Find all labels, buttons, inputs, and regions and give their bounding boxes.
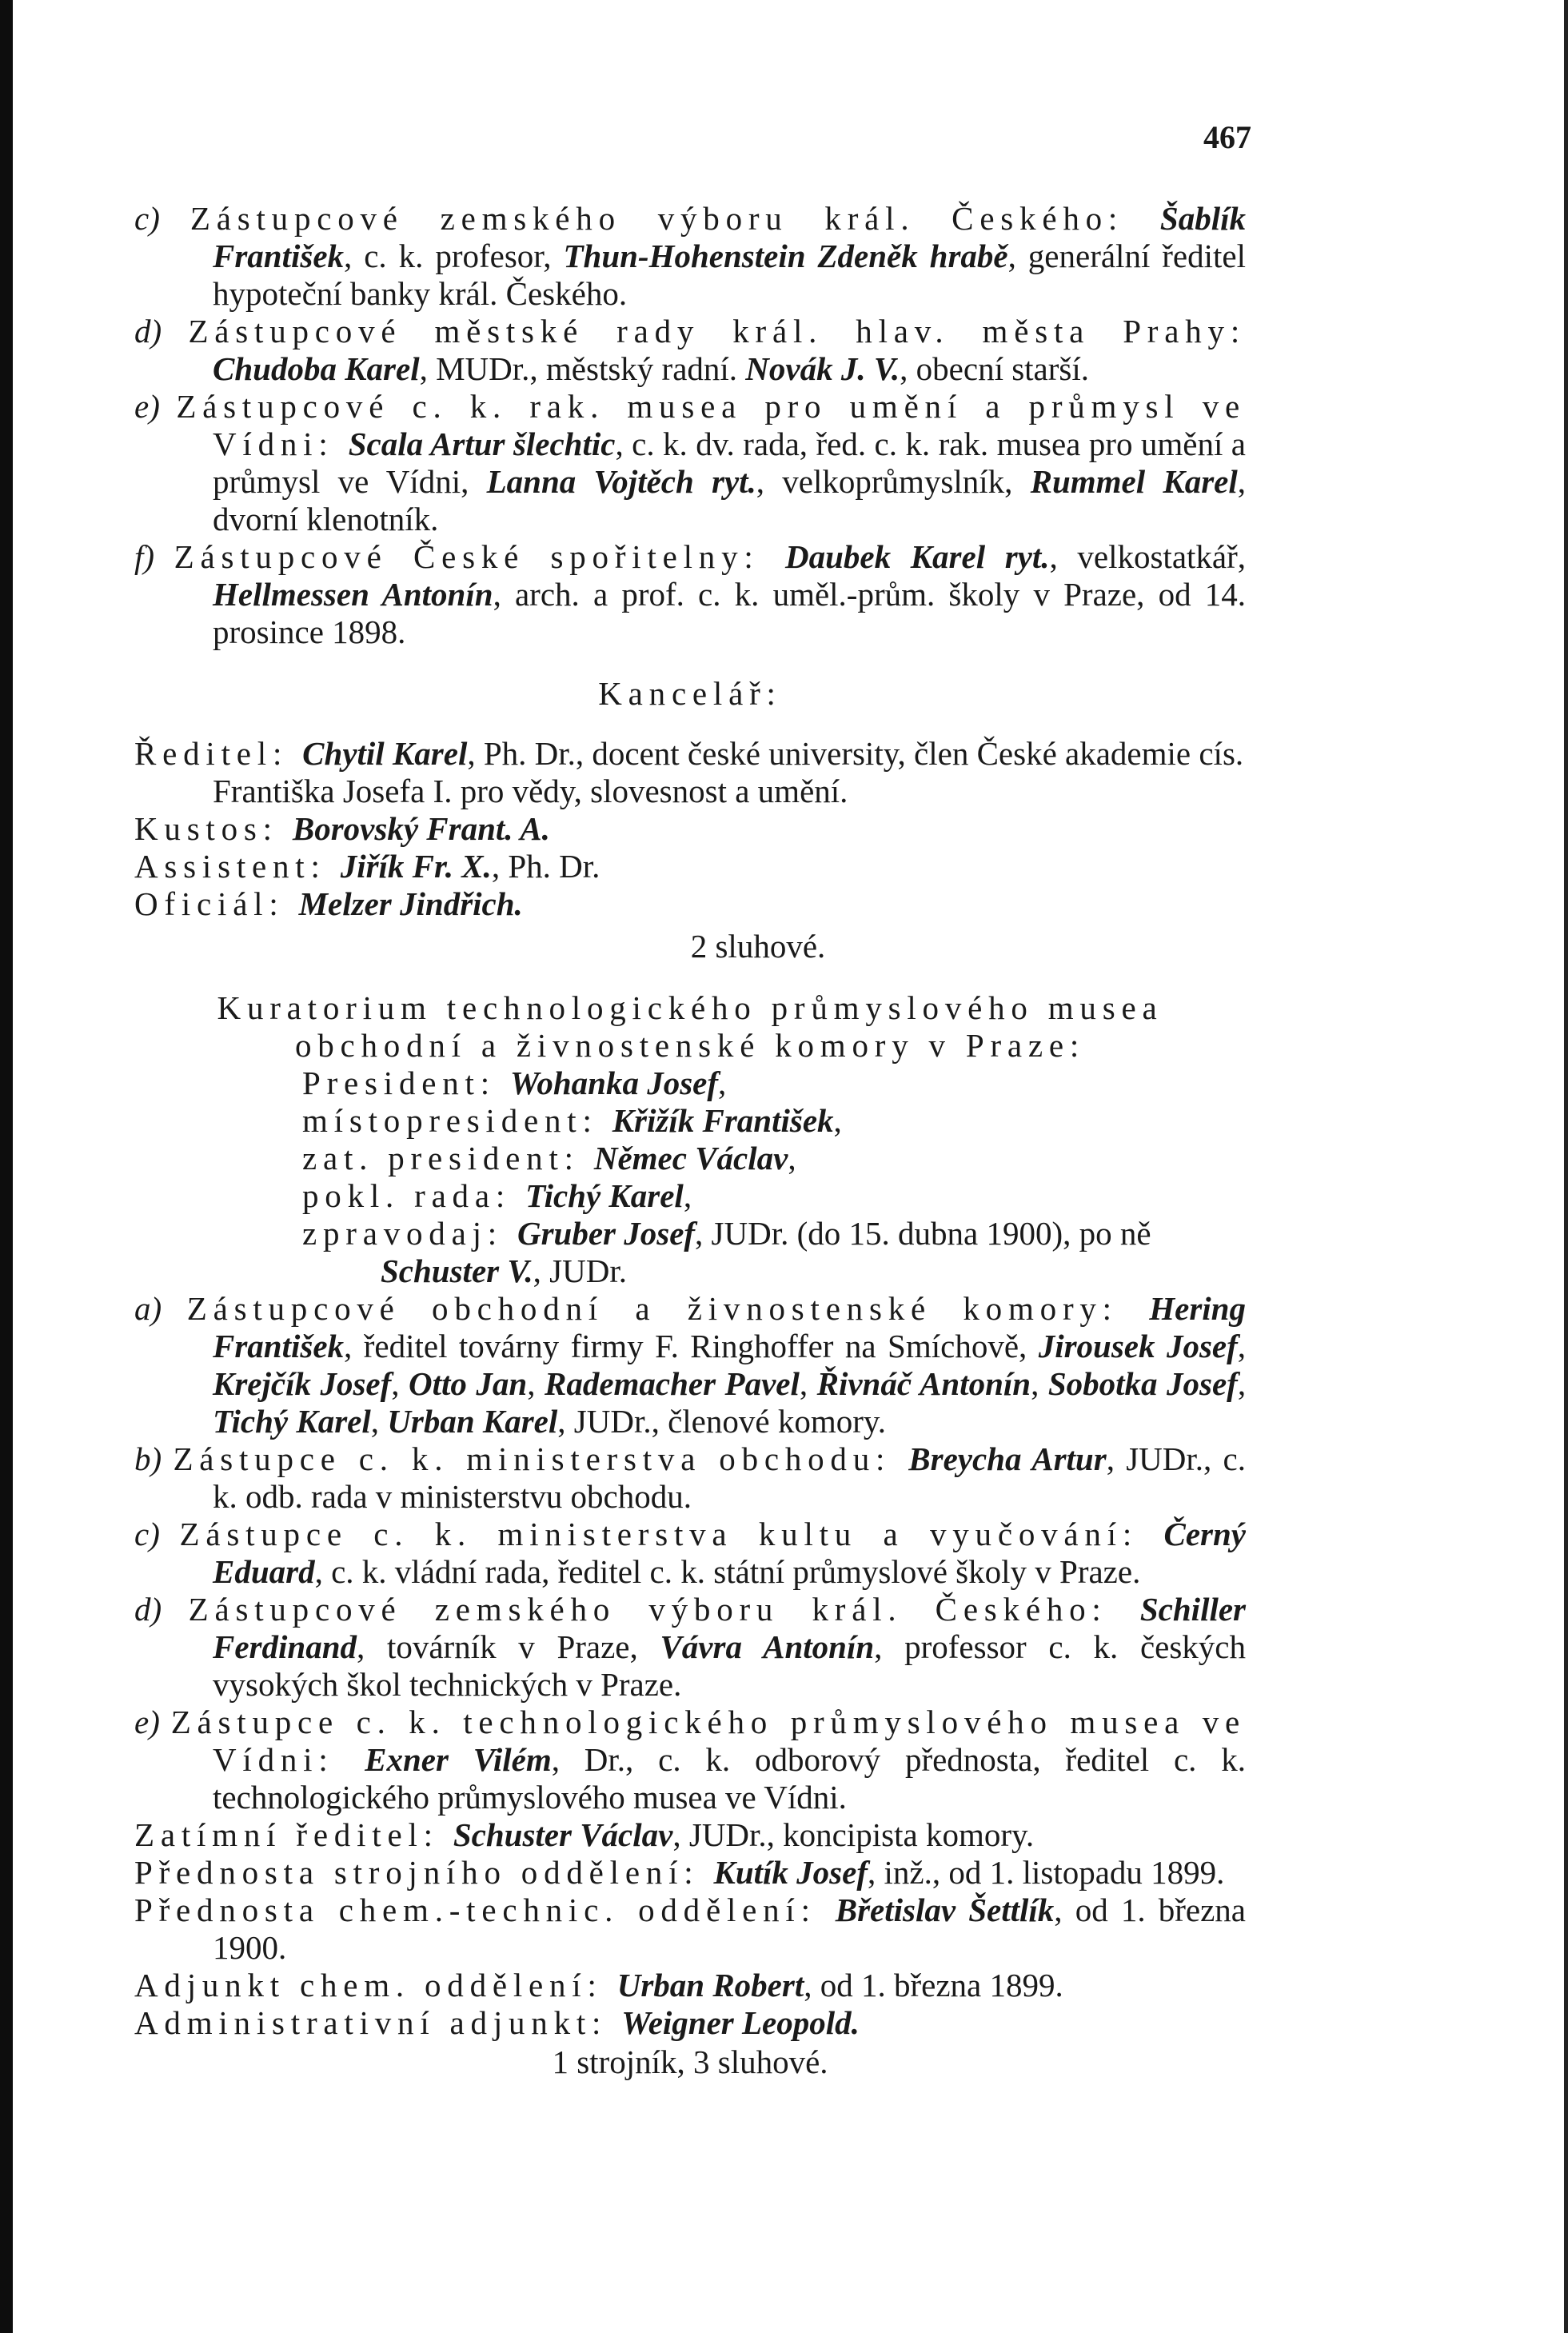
entry-label: Kustos: <box>134 810 293 847</box>
representative-entry <box>134 1440 1246 1516</box>
entry-label: zpravodaj: <box>302 1215 517 1252</box>
staff-row <box>134 810 1246 848</box>
person-name: Hellmessen Antonín <box>213 576 493 613</box>
person-details: , <box>370 1403 388 1440</box>
person-details: , inž., od 1. listopadu 1899. <box>868 1854 1225 1891</box>
page-content <box>134 200 1246 2081</box>
entry-label: zat. president: <box>302 1140 594 1176</box>
person-details: , <box>1031 1365 1048 1402</box>
entry-label: Administrativní adjunkt: <box>134 2004 622 2041</box>
person-details: , <box>391 1365 409 1402</box>
person-details: , generální ředitel hypoteční banky král. Českého. <box>213 238 1246 312</box>
official-row <box>134 1854 1246 1892</box>
entry-label: Zástupcové c. k. rak. musea pro umění a průmysl ve Vídni: <box>176 388 1246 462</box>
person-details: , Dr., c. k. odborový přednosta, ředitel c. k. technologického průmyslového musea ve Vídni. <box>213 1741 1247 1816</box>
kuratorium-heading-line2: obchodní a živnostenské komory v Praze: <box>294 1027 1086 1064</box>
person-details: , velkostatkář, <box>1049 538 1247 575</box>
entry-label: Zástupcové České spořitelny: <box>174 538 785 575</box>
person-name: Sobotka Josef <box>1047 1365 1238 1402</box>
person-name: Jirousek Josef <box>1038 1328 1238 1364</box>
kancelar-servants: 2 sluhové. <box>690 928 826 965</box>
person-details: , JUDr., členové komory. <box>557 1403 886 1440</box>
person-details: , <box>799 1365 817 1402</box>
kuratorium-officers <box>134 1065 1246 1290</box>
entry-label: Zástupce c. k. ministerstva obchodu: <box>173 1440 909 1477</box>
person-details: , <box>527 1365 545 1402</box>
person-name: Borovský Frant. A. <box>292 810 550 847</box>
entry-label: Zástupce c. k. technologického průmyslového musea ve Vídni: <box>170 1704 1246 1778</box>
entry-label: Zástupcové obchodní a živnostenské komory: <box>186 1290 1150 1327</box>
kuratorium-heading-line1: Kuratorium technologického průmyslového musea <box>217 989 1163 1026</box>
person-details: , <box>718 1065 727 1101</box>
person-name: Chytil Karel <box>302 735 468 772</box>
entry-label: Zástupce c. k. ministerstva kultu a vyučování: <box>179 1516 1164 1552</box>
entry-label: Zástupcové zemského výboru král. Českého: <box>188 1591 1140 1628</box>
person-details: , od 1. března 1899. <box>804 1967 1063 2003</box>
entry-letter: d) <box>134 1591 162 1628</box>
person-details: , c. k. dv. rada, řed. c. k. rak. musea pro umění a průmysl ve Vídni, <box>213 425 1246 500</box>
entry-letter: f) <box>134 538 155 575</box>
person-name: Otto Jan <box>409 1365 528 1402</box>
person-name: Schuster Václav <box>453 1816 673 1853</box>
person-details: , JUDr. (do 15. dubna 1900), po ně <box>695 1215 1151 1252</box>
entry-letter: e) <box>134 1704 160 1740</box>
entry-label: Zatímní ředitel: <box>134 1816 453 1853</box>
entry-label: Oficiál: <box>134 885 299 922</box>
person-details: , <box>788 1140 796 1176</box>
representative-entry <box>134 313 1246 388</box>
entry-letter: c) <box>134 200 160 237</box>
official-row <box>134 1816 1246 1854</box>
entry-letter: c) <box>134 1516 160 1552</box>
entry-letter: e) <box>134 388 160 425</box>
officer-row <box>302 1215 1246 1290</box>
museum-officials <box>134 1816 1246 2042</box>
person-name: Jiřík Fr. X. <box>340 848 492 885</box>
person-details: , arch. a prof. c. k. uměl.-prům. školy v Praze, od 14. prosince 1898. <box>213 576 1246 650</box>
person-details: , od 1. března 1900. <box>213 1892 1247 1966</box>
kuratorium-representatives-section <box>134 1290 1246 1816</box>
entry-label: Adjunkt chem. oddělení: <box>134 1967 617 2003</box>
person-name: Rummel Karel <box>1030 463 1238 500</box>
person-name: Schiller Ferdinand <box>213 1591 1247 1665</box>
person-name: Kutík Josef <box>713 1854 868 1891</box>
person-name: Melzer Jindřich. <box>298 885 523 922</box>
kancelar-staff-list <box>134 735 1246 923</box>
person-name: Lanna Vojtěch ryt. <box>486 463 756 500</box>
person-name: Daubek Karel ryt. <box>784 538 1050 575</box>
person-details: , <box>683 1177 692 1214</box>
person-details: , MUDr., městský radní. <box>419 350 746 387</box>
museum-representatives-section <box>134 200 1246 651</box>
entry-label: Přednosta chem.-technic. oddělení: <box>134 1892 836 1928</box>
representative-entry <box>134 1704 1246 1816</box>
representative-entry <box>134 1591 1246 1704</box>
person-name: Chudoba Karel <box>213 350 420 387</box>
person-name: Exner Vilém <box>365 1741 552 1778</box>
entry-label: Zástupcové městské rady král. hlav. města Prahy: <box>188 313 1246 350</box>
person-details: , c. k. profesor, <box>344 238 564 274</box>
officer-row <box>302 1140 1246 1177</box>
person-name: Rademacher Pavel <box>544 1365 800 1402</box>
entry-label: Assistent: <box>134 848 341 885</box>
person-details: , Ph. Dr., docent české university, člen České akademie cís. Františka Josefa I. pro vědy, slovesnost a umění. <box>213 735 1244 809</box>
staff-row <box>134 735 1246 810</box>
person-name: Weigner Leopold. <box>621 2004 860 2041</box>
person-details: , velkoprůmyslník, <box>756 463 1031 500</box>
person-name: Křižík František <box>612 1102 834 1139</box>
person-name: Němec Václav <box>593 1140 788 1176</box>
page-number: 467 <box>1203 119 1251 155</box>
person-details: , JUDr., c. k. odb. rada v ministerstvu obchodu. <box>213 1440 1247 1515</box>
person-name: Vávra Antonín <box>660 1628 875 1665</box>
entry-label: Zástupcové zemského výboru král. Českého: <box>190 200 1160 237</box>
person-details: , <box>1237 1365 1247 1402</box>
entry-letter: d) <box>134 313 162 350</box>
person-name: Novák J. V. <box>745 350 900 387</box>
representative-entry <box>134 388 1246 538</box>
person-name: Šablík František <box>213 200 1247 274</box>
person-details: , ředitel továrny firmy F. Ringhoffer na Smíchově, <box>344 1328 1039 1364</box>
scan-right-edge <box>1564 0 1568 2333</box>
representative-entry <box>134 200 1246 313</box>
person-details: , professor c. k. českých vysokých škol technických v Praze. <box>213 1628 1247 1703</box>
official-row <box>134 2004 1246 2042</box>
entry-letter: b) <box>134 1440 162 1477</box>
officer-row <box>302 1065 1246 1102</box>
person-name: Scala Artur šlechtic <box>348 425 616 462</box>
person-name: Thun-Hohenstein Zdeněk hrabě <box>563 238 1008 274</box>
person-name: Tichý Karel <box>213 1403 371 1440</box>
footer-staff: 1 strojník, 3 sluhové. <box>552 2043 828 2080</box>
person-details: , Ph. Dr. <box>491 848 600 885</box>
person-details: , JUDr. <box>533 1252 627 1289</box>
person-name: Urban Robert <box>616 1967 804 2003</box>
entry-label: místopresident: <box>302 1102 612 1139</box>
person-details: , c. k. vládní rada, ředitel c. k. státní průmyslové školy v Praze. <box>314 1553 1141 1590</box>
person-name: Tichý Karel <box>525 1177 684 1214</box>
entry-label: Ředitel: <box>134 735 303 772</box>
person-name: Gruber Josef <box>517 1215 696 1252</box>
person-name: Černý Eduard <box>213 1516 1246 1590</box>
scan-left-edge <box>0 0 13 2333</box>
person-name: Břetislav Šettlík <box>835 1892 1055 1928</box>
entry-letter: a) <box>134 1290 162 1327</box>
person-details: , <box>833 1102 842 1139</box>
official-row <box>134 1892 1246 1967</box>
person-name: Urban Karel <box>387 1403 558 1440</box>
person-details: , dvorní klenotník. <box>213 463 1246 537</box>
representative-entry <box>134 538 1246 651</box>
person-name: Breycha Artur <box>908 1440 1107 1477</box>
staff-row <box>134 848 1246 885</box>
person-name: Schuster V. <box>381 1252 533 1289</box>
kancelar-heading: Kancelář: <box>598 675 782 712</box>
entry-label: President: <box>302 1065 510 1101</box>
representative-entry <box>134 1290 1246 1440</box>
person-name: Krejčík Josef <box>213 1365 392 1402</box>
officer-row <box>302 1177 1246 1215</box>
person-name: Řivnáč Antonín <box>816 1365 1031 1402</box>
officer-row <box>302 1102 1246 1140</box>
official-row <box>134 1967 1246 2004</box>
entry-label: pokl. rada: <box>302 1177 526 1214</box>
person-name: Hering František <box>213 1290 1246 1364</box>
person-details: , JUDr., koncipista komory. <box>672 1816 1035 1853</box>
person-details: , obecní starší. <box>900 350 1090 387</box>
person-name: Wohanka Josef <box>509 1065 718 1101</box>
staff-row <box>134 885 1246 923</box>
entry-label: Přednosta strojního oddělení: <box>134 1854 714 1891</box>
representative-entry <box>134 1516 1246 1591</box>
person-details: , <box>1237 1328 1246 1364</box>
person-details: , továrník v Praze, <box>357 1628 660 1665</box>
